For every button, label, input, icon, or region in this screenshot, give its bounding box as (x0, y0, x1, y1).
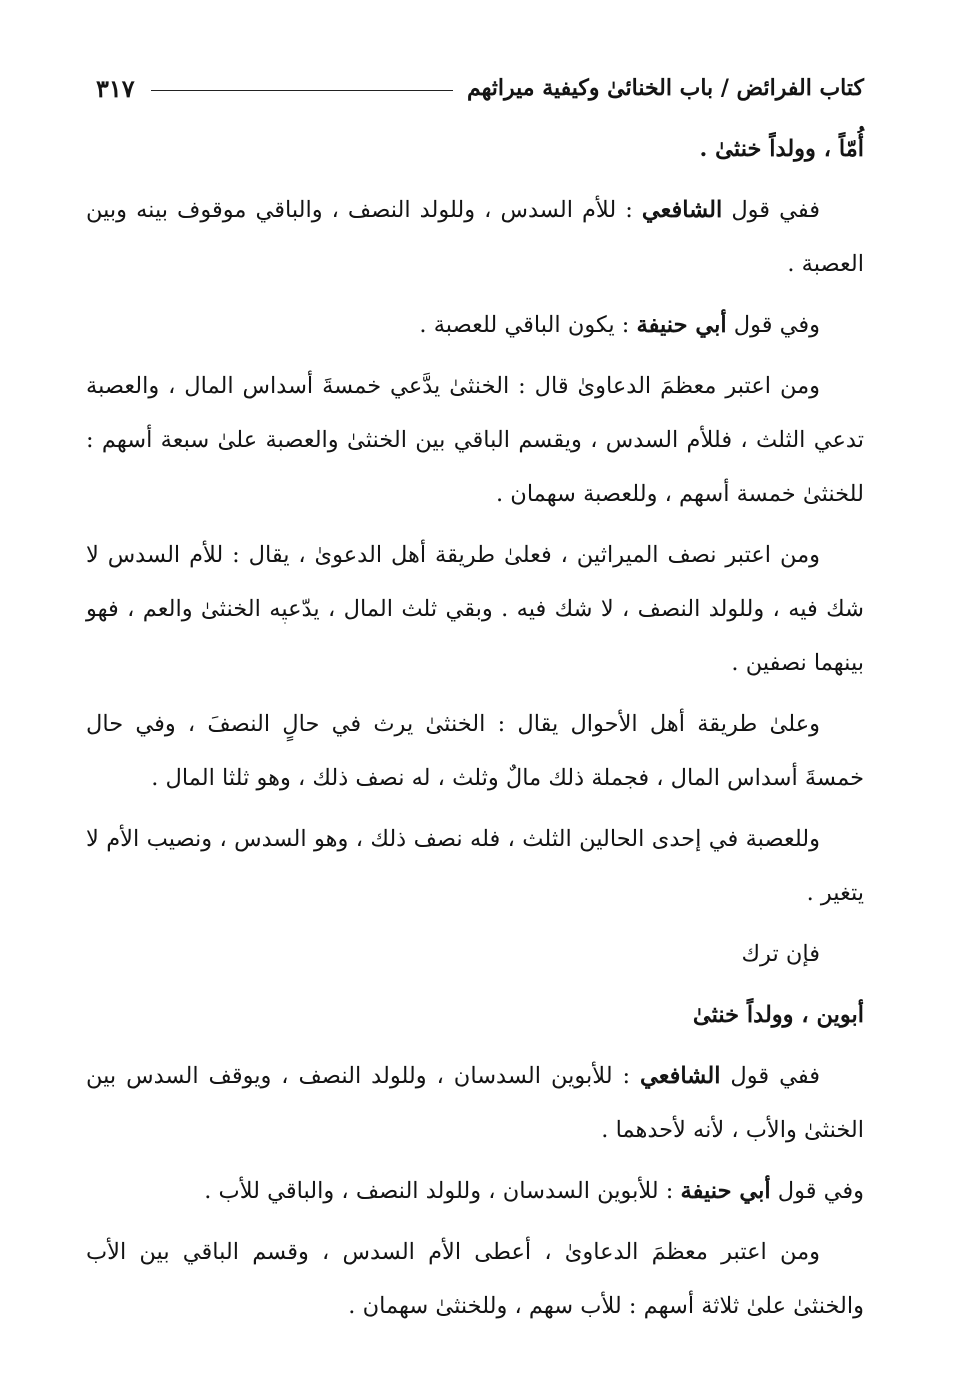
scholar-name: أبي حنيفة (636, 312, 727, 338)
paragraph-abu-hanifa-1 (86, 298, 864, 352)
paragraph-shafii-1 (86, 183, 864, 291)
case-heading-2: أبوين ، وولداً خنثىٰ (692, 1002, 864, 1028)
paragraph-claims-1: ومن اعتبر معظمَ الدعاوىٰ قال : الخنثىٰ يدَّعي خمسةَ أسداس المال ، والعصبة تدعي الثلث ، فللأم السدس ، ويقسم الباقي بين الخنثىٰ والعصبة علىٰ سبعة أسهم : للخنثىٰ خمسة أسهم ، وللعصبة سهمان . (86, 373, 864, 507)
paragraph-text: : للأبوين السدسان ، وللولد النصف ، ويوقف السدس بين الخنثىٰ والأب ، لأنه لأحدهما . (86, 1063, 864, 1143)
scholar-name: الشافعي (640, 1063, 721, 1089)
paragraph-text: : يكون الباقي للعصبة . (419, 312, 637, 338)
paragraph-half-inheritances: ومن اعتبر نصف الميراثين ، فعلىٰ طريقة أهل الدعوىٰ ، يقال : للأم السدس لا شك فيه ، وللولد النصف ، لا شك فيه . وبقي ثلث المال ، يدّعيه الخنثىٰ والعم ، فهو بينهما نصفين . (86, 542, 864, 676)
scholar-name: الشافعي (641, 197, 723, 223)
paragraph-text: : للأبوين السدسان ، وللولد النصف ، والباقي للأب . (204, 1178, 681, 1204)
paragraph-shafii-2 (86, 1049, 864, 1157)
paragraph-text: وفي قول (726, 312, 820, 338)
scan-speck (284, 622, 286, 624)
header-rule (151, 90, 453, 91)
body-text (86, 122, 864, 1340)
paragraph-claims-2: ومن اعتبر معظمَ الدعاوىٰ ، أعطى الأم السدس ، وقسم الباقي بين الأب والخنثىٰ علىٰ ثلاثة أسهم : للأب سهم ، وللخنثىٰ سهمان . (86, 1239, 864, 1319)
page-number: ٣١٧ (96, 73, 135, 103)
paragraph-states-method: وعلىٰ طريقة أهل الأحوال يقال : الخنثىٰ يرث في حالٍ النصفَ ، وفي حال خمسةَ أسداس المال ، فجملة ذلك مالٌ وثلث ، له نصف ذلك ، وهو ثلثا المال . (86, 711, 864, 791)
paragraph-abu-hanifa-2 (86, 1164, 864, 1218)
paragraph-text: ففي قول (720, 1063, 820, 1089)
paragraph-if-left: فإن ترك (741, 941, 820, 967)
paragraph-residuary: وللعصبة في إحدى الحالين الثلث ، فله نصف ذلك ، وهو السدس ، ونصيب الأم لا يتغير . (86, 826, 864, 906)
paragraph-text: وفي قول (770, 1178, 864, 1204)
running-head (96, 70, 864, 106)
scholar-name: أبي حنيفة (680, 1178, 771, 1204)
case-heading-1: أُمّاً ، وولداً خنثىٰ . (699, 136, 864, 162)
running-title: كتاب الفرائض / باب الخنائىٰ وكيفية ميراثهم (466, 75, 864, 101)
paragraph-text: ففي قول (722, 197, 820, 223)
paragraph-text: : للأم السدس ، وللولد النصف ، والباقي موقوف بينه وبين العصبة . (86, 197, 864, 277)
